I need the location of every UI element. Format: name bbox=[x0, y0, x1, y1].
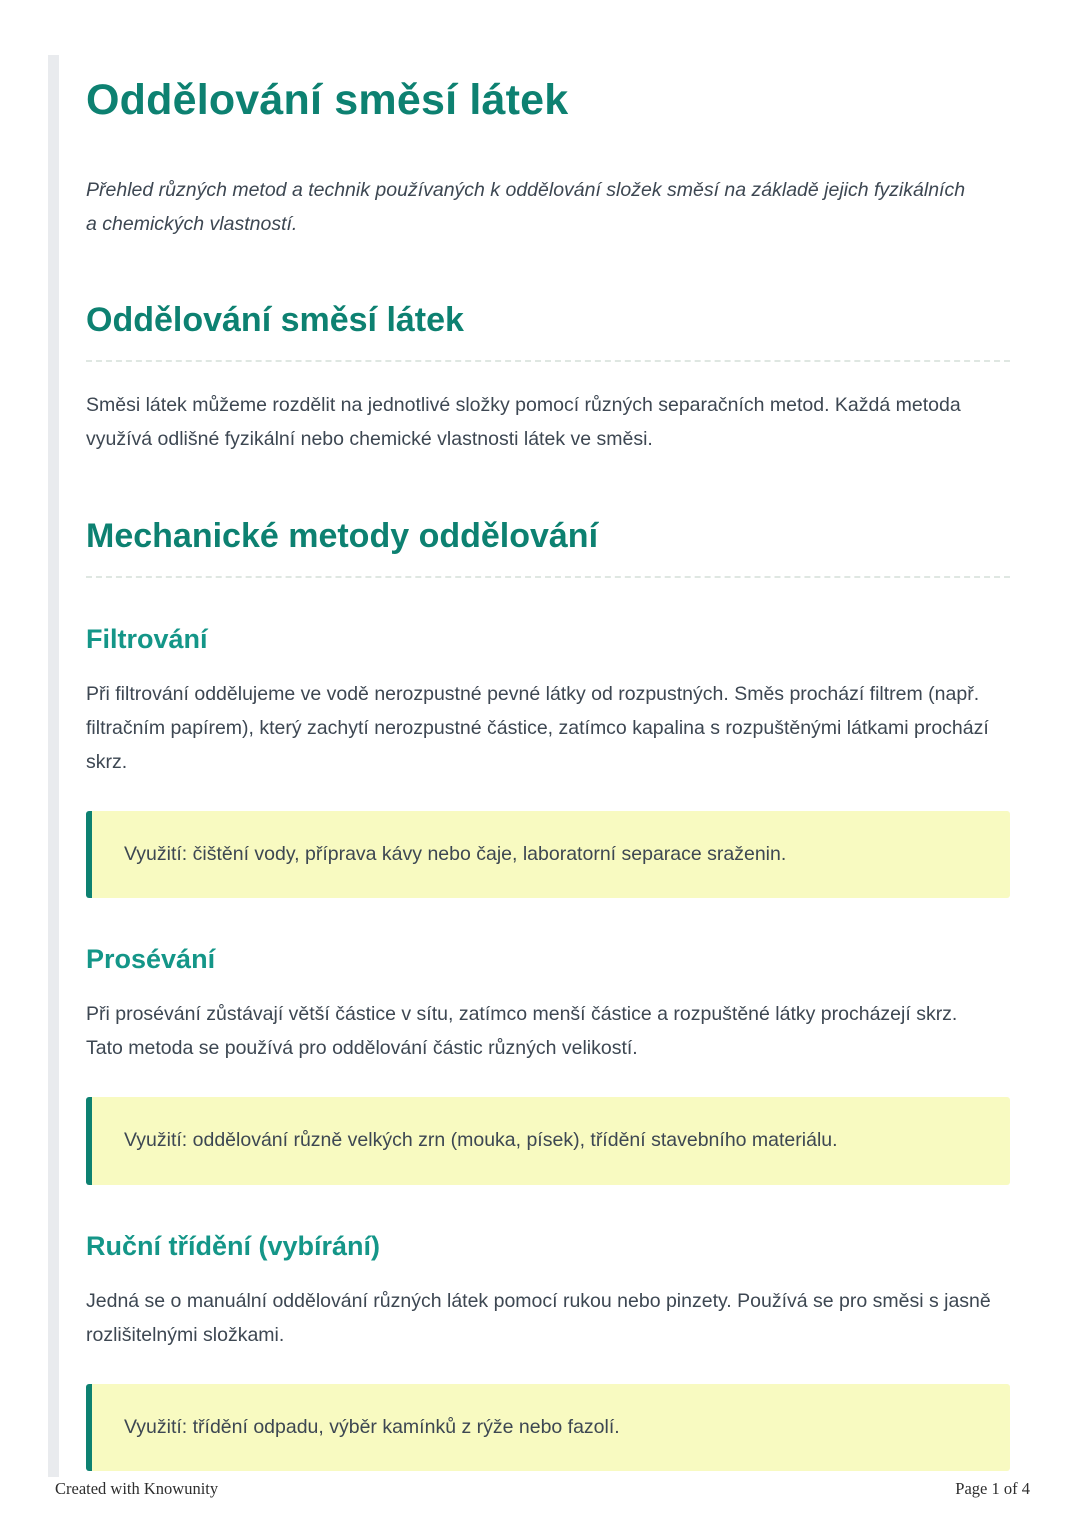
method-heading-hand-sorting: Ruční třídění (vybírání) bbox=[86, 1230, 381, 1261]
usage-callout-text: Využití: oddělování různě velkých zrn (mouka, písek), třídění stavebního materiálu. bbox=[124, 1129, 838, 1152]
page-number: Page 1 of 4 bbox=[955, 1479, 1030, 1498]
page-subtitle: Přehled různých metod a technik používaných k oddělování složek směsí na základě jejich fyzikálních a chemických vlastností. bbox=[86, 179, 966, 236]
method-heading-sieving: Prosévání bbox=[86, 944, 216, 975]
knowunity-credit: Created with Knowunity bbox=[55, 1479, 219, 1498]
document-content bbox=[86, 0, 1010, 1471]
mechanical-section-heading: Mechanické metody oddělování bbox=[86, 517, 1010, 578]
page-footer bbox=[55, 1479, 1030, 1499]
usage-callout-text: Využití: třídění odpadu, výběr kamínků z rýže nebo fazolí. bbox=[124, 1415, 620, 1438]
method-paragraph-hand-sorting: Jedná se o manuální oddělování různých látek pomocí rukou nebo pinzety. Používá se pro směsi s jasně rozlišitelnými složkami. bbox=[86, 1289, 991, 1346]
method-hand-sorting bbox=[86, 1231, 1010, 1471]
left-margin-bar bbox=[48, 55, 59, 1477]
intro-section-paragraph: Směsi látek můžeme rozdělit na jednotlivé složky pomocí různých separačních metod. Každá metoda využívá odlišné fyzikální nebo chemické vlastnosti látek ve směsi. bbox=[86, 394, 961, 451]
method-paragraph-filtration: Při filtrování oddělujeme ve vodě nerozpustné pevné látky od rozpustných. Směs prochází filtrem (např. filtračním papírem), který zachytí nerozpustné částice, zatímco kapalina s rozpuštěnými látkami prochází skrz. bbox=[86, 682, 989, 773]
method-heading-filtration: Filtrování bbox=[86, 623, 208, 654]
intro-section-heading: Oddělování směsí látek bbox=[86, 301, 1010, 362]
usage-callout-filtration bbox=[86, 811, 1010, 898]
method-paragraph-sieving: Při prosévání zůstávají větší částice v sítu, zatímco menší částice a rozpuštěné látky procházejí skrz. Tato metoda se používá pro oddělování částic různých velikostí. bbox=[86, 1003, 958, 1060]
method-sieving bbox=[86, 944, 1010, 1184]
usage-callout-sieving bbox=[86, 1097, 1010, 1184]
page-title: Oddělování směsí látek bbox=[86, 76, 569, 124]
usage-callout-text: Využití: čištění vody, příprava kávy nebo čaje, laboratorní separace sraženin. bbox=[124, 842, 787, 865]
method-filtration bbox=[86, 624, 1010, 899]
usage-callout-hand-sorting bbox=[86, 1384, 1010, 1471]
